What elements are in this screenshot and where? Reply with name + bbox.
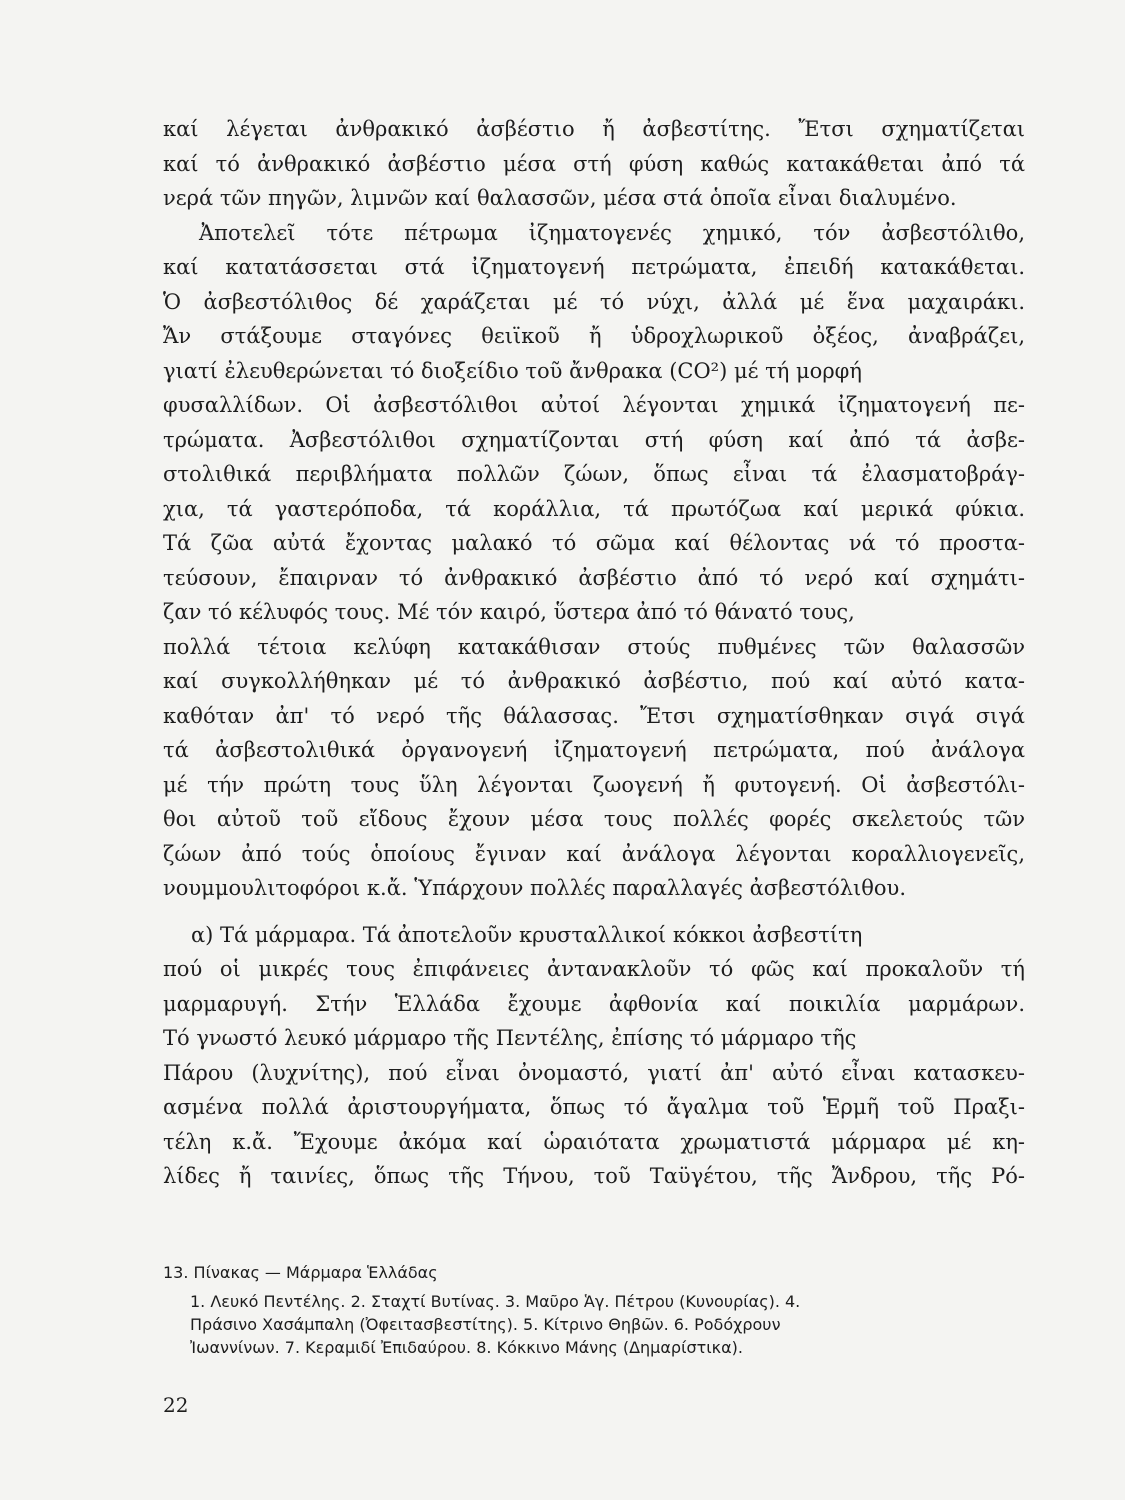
text-line: ασμένα πολλά ἀριστουργήματα, ὅπως τό ἄγαλμα τοῦ Ἑρμῆ τοῦ Πραξι- bbox=[163, 1095, 1025, 1119]
text-line: πολλά τέτοια κελύφη κατακάθισαν στούς πυθμένες τῶν θαλασσῶν bbox=[163, 634, 1025, 659]
text-line: πού οἱ μικρές τους ἐπιφάνειες ἀντανακλοῦν τό φῶς καί προκαλοῦν τή bbox=[163, 957, 1025, 981]
footnote-line: 1. Λευκό Πεντέλης. 2. Σταχτί Βυτίνας. 3. Μαῦρο Ἁγ. Πέτρου (Κυνουρίας). 4. bbox=[190, 1292, 801, 1311]
text-line: λίδες ἤ ταινίες, ὅπως τῆς Τήνου, τοῦ Ταϋγέτου, τῆς Ἄνδρου, τῆς Ρό- bbox=[163, 1164, 1025, 1188]
text-line: φυσαλλίδων. Οἱ ἀσβεστόλιθοι αὐτοί λέγονται χημικά ἰζηματογενή πε- bbox=[163, 393, 1025, 417]
footnote-title: 13. Πίνακας — Μάρμαρα Ἑλλάδας bbox=[163, 1263, 438, 1282]
text-line: νερά τῶν πηγῶν, λιμνῶν καί θαλασσῶν, μέσα στά ὁποῖα εἶναι διαλυμένο. bbox=[163, 186, 957, 210]
text-line: θοι αὐτοῦ τοῦ εἴδους ἔχουν μέσα τους πολλές φορές σκελετούς τῶν bbox=[163, 807, 1025, 831]
text-line: καί κατατάσσεται στά ἰζηματογενή πετρώματα, ἐπειδή κατακάθεται. bbox=[163, 255, 1025, 279]
text-line: τά ἀσβεστολιθικά ὀργανογενή ἰζηματογενή πετρώματα, πού ἀνάλογα bbox=[163, 738, 1025, 762]
text-line: τέλη κ.ἄ. Ἔχουμε ἀκόμα καί ὡραιότατα χρωματιστά μάρμαρα μέ κη- bbox=[163, 1129, 1025, 1154]
text-line: στολιθικά περιβλήματα πολλῶν ζώων, ὅπως εἶναι τά ἐλασματοβράγ- bbox=[163, 462, 1025, 486]
footnote bbox=[163, 1261, 1023, 1359]
text-line: α) Τά μάρμαρα. Τά ἀποτελοῦν κρυσταλλικοί κόκκοι ἀσβεστίτη bbox=[191, 922, 863, 947]
text-line: Πάρου (λυχνίτης), πού εἶναι ὀνομαστό, γιατί ἀπ' αὐτό εἶναι κατασκευ- bbox=[163, 1060, 1025, 1085]
text-line: νουμμουλιτοφόροι κ.ἄ. Ὑπάρχουν πολλές παραλλαγές ἀσβεστόλιθου. bbox=[163, 876, 906, 900]
text-line: γιατί ἐλευθερώνεται τό διοξείδιο τοῦ ἄνθρακα (CO²) μέ τή μορφή bbox=[163, 358, 862, 383]
footnote-line: Πράσινο Χασάμπαλη (Ὀφειτασβεστίτης). 5. Κίτρινο Θηβῶν. 6. Ροδόχρουν bbox=[190, 1315, 781, 1334]
text-line: Ὁ ἀσβεστόλιθος δέ χαράζεται μέ τό νύχι, ἀλλά μέ ἕνα μαχαιράκι. bbox=[163, 289, 1025, 314]
text-line: Τά ζῶα αὐτά ἔχοντας μαλακό τό σῶμα καί θέλοντας νά τό προστα- bbox=[163, 531, 1025, 555]
text-line: Τό γνωστό λευκό μάρμαρο τῆς Πεντέλης, ἐπίσης τό μάρμαρο τῆς bbox=[163, 1026, 857, 1050]
text-line: καί τό ἀνθρακικό ἀσβέστιο μέσα στή φύση καθώς κατακάθεται ἀπό τά bbox=[163, 151, 1025, 176]
text-line: καί λέγεται ἀνθρακικό ἀσβέστιο ἤ ἀσβεστίτης. Ἔτσι σχηματίζεται bbox=[163, 117, 1025, 141]
body-text bbox=[163, 112, 1025, 1194]
text-line: καί συγκολλήθηκαν μέ τό ἀνθρακικό ἀσβέστιο, πού καί αὐτό κατα- bbox=[163, 669, 1025, 693]
text-line: καθόταν ἀπ' τό νερό τῆς θάλασσας. Ἔτσι σχηματίσθηκαν σιγά σιγά bbox=[163, 703, 1025, 728]
text-line: Ἄν στάξουμε σταγόνες θειϊκοῦ ἤ ὑδροχλωρικοῦ ὀξέος, ἀναβράζει, bbox=[163, 324, 1025, 348]
text-line: ζώων ἀπό τούς ὁποίους ἔγιναν καί ἀνάλογα λέγονται κοραλλιογενεῖς, bbox=[163, 841, 1025, 866]
text-line: μέ τήν πρώτη τους ὕλη λέγονται ζωογενή ἤ φυτογενή. Οἱ ἀσβεστόλι- bbox=[163, 772, 1025, 797]
text-line: ζαν τό κέλυφός τους. Μέ τόν καιρό, ὕστερα ἀπό τό θάνατό τους, bbox=[163, 600, 855, 624]
text-line: τρώματα. Ἀσβεστόλιθοι σχηματίζονται στή φύση καί ἀπό τά ἀσβε- bbox=[163, 427, 1025, 452]
page-number: 22 bbox=[163, 1393, 189, 1417]
text-line: χια, τά γαστερόποδα, τά κοράλλια, τά πρωτόζωα καί μερικά φύκια. bbox=[163, 496, 1025, 521]
text-line: τεύσουν, ἔπαιρναν τό ἀνθρακικό ἀσβέστιο ἀπό τό νερό καί σχημάτι- bbox=[163, 565, 1025, 590]
footnote-line: Ἰωαννίνων. 7. Κεραμιδί Ἐπιδαύρου. 8. Κόκκινο Μάνης (Δημαρίστικα). bbox=[190, 1338, 743, 1357]
text-line: μαρμαρυγή. Στήν Ἑλλάδα ἔχουμε ἀφθονία καί ποικιλία μαρμάρων. bbox=[163, 991, 1025, 1016]
text-line: Ἀποτελεῖ τότε πέτρωμα ἰζηματογενές χημικό, τόν ἀσβεστόλιθο, bbox=[199, 220, 1025, 245]
